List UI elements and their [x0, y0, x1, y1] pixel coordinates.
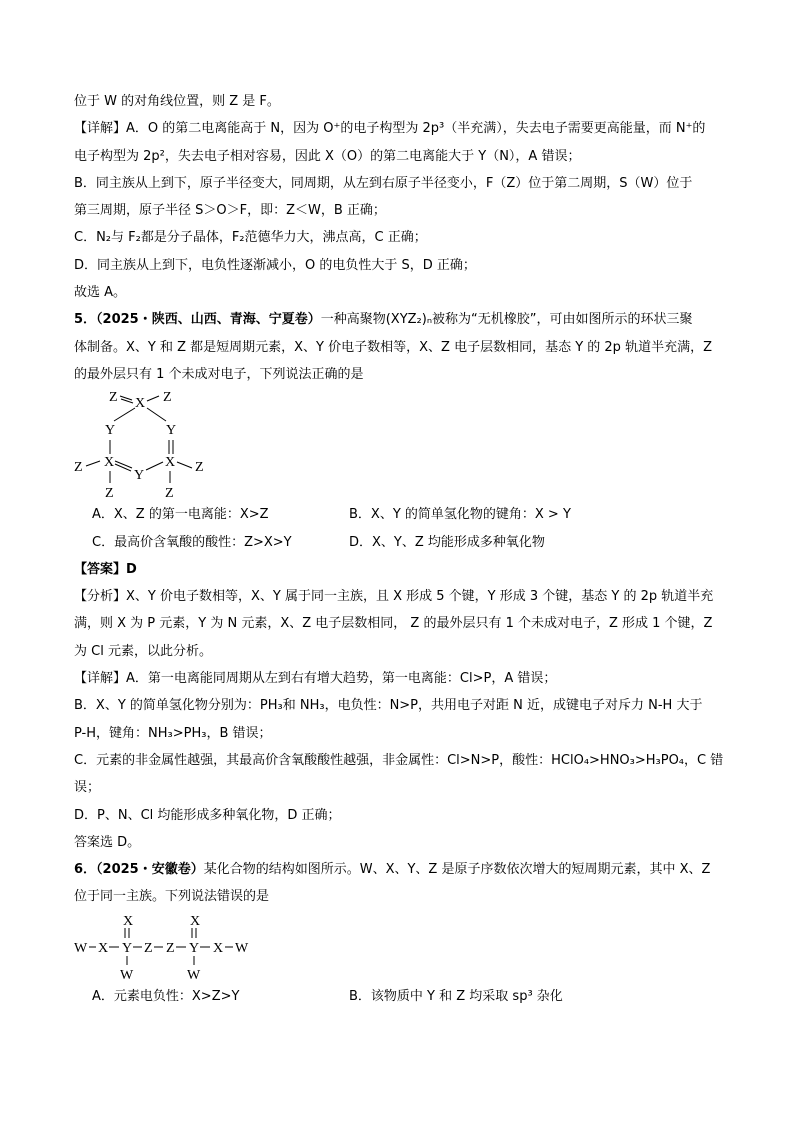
question-5-stem: 5．（2025・陕西、山西、青海、宁夏卷）一种高聚物(XYZ₂)ₙ被称为“无机橡胶”，可由如图所示的环状三聚 [74, 312, 693, 328]
detail-line: P-H，键角：NH₃>PH₃，B 错误； [74, 725, 272, 741]
svg-text:X: X [123, 913, 134, 929]
answer-line: 【答案】D [74, 561, 137, 577]
svg-text:W: W [235, 940, 249, 956]
svg-text:Y: Y [122, 940, 133, 956]
svg-text:Z: Z [166, 940, 175, 956]
detail-line: B．X、Y 的简单氢化物分别为：PH₃和 NH₃，电负性：N>P，共用电子对距 N 近，成键电子对斥力 N-H 大于 [74, 698, 703, 714]
text-line: 电子构型为 2p²，失去电子相对容易，因此 X（O）的第二电离能大于 Y（N），A 错误； [74, 148, 581, 164]
svg-text:Z: Z [165, 486, 174, 502]
question-6-stem: 6．（2025・安徽卷）某化合物的结构如图所示。W、X、Y、Z 是原子序数依次增大的短周期元素，其中 X、Z [74, 862, 711, 878]
option-b[interactable]: B．该物质中 Y 和 Z 均采取 sp³ 杂化 [349, 988, 563, 1004]
option-c[interactable]: C．最高价含氧酸的酸性：Z>X>Y [92, 534, 292, 550]
analysis-line: 【分析】X、Y 价电子数相等，X、Y 属于同一主族，且 X 形成 5 个键，Y 形成 3 个键，基态 Y 的 2p 轨道半充 [74, 589, 714, 605]
text-line: 的最外层只有 1 个未成对电子，下列说法正确的是 [74, 366, 364, 382]
text-line: C．N₂与 F₂都是分子晶体，F₂范德华力大，沸点高，C 正确； [74, 230, 427, 246]
analysis-line: 为 Cl 元素，以此分析。 [74, 643, 212, 659]
text-line: D．同主族从上到下，电负性逐渐减小，O 的电负性大于 S，D 正确； [74, 257, 476, 273]
svg-text:Y: Y [189, 940, 200, 956]
text-line: 位于 W 的对角线位置，则 Z 是 F。 [74, 94, 280, 109]
svg-text:W: W [74, 940, 88, 956]
question-6-head: 6．（2025・安徽卷） [74, 862, 204, 878]
question-5-head: 5．（2025・陕西、山西、青海、宁夏卷） [74, 312, 321, 328]
svg-text:X: X [213, 940, 224, 956]
document-page [74, 88, 724, 1010]
svg-text:Z: Z [74, 460, 83, 476]
text-line: 故选 A。 [74, 285, 127, 301]
detail-line: 【详解】A．第一电离能同周期从左到右有增大趋势，第一电离能：Cl>P，A 错误； [74, 671, 557, 687]
ring-structure-diagram [74, 388, 234, 501]
svg-text:W: W [187, 967, 201, 983]
option-a[interactable]: A．X、Z 的第一电离能：X>Z [92, 507, 269, 523]
svg-text:Y: Y [134, 468, 145, 484]
option-b[interactable]: B．X、Y 的简单氢化物的键角：X > Y [349, 507, 571, 523]
svg-text:Y: Y [105, 423, 116, 439]
svg-text:Z: Z [195, 460, 204, 476]
detail-line: 答案选 D。 [74, 834, 141, 850]
svg-text:Y: Y [166, 423, 177, 439]
svg-text:X: X [135, 396, 146, 412]
cyclic-trimer-structure [74, 388, 724, 501]
svg-text:X: X [165, 455, 176, 471]
option-d[interactable]: D．X、Y、Z 均能形成多种氧化物 [349, 534, 545, 550]
analysis-line: 满，则 X 为 P 元素，Y 为 N 元素，X、Z 电子层数相同， Z 的最外层只有 1 个未成对电子，Z 形成 1 个键，Z [74, 616, 713, 632]
text-line: B．同主族从上到下，原子半径变大，同周期，从左到右原子半径变小，F（Z）位于第二周期，S（W）位于 [74, 175, 693, 191]
detail-line: 误； [74, 780, 101, 796]
text-line: 体制备。X、Y 和 Z 都是短周期元素，X、Y 价电子数相等，X、Z 电子层数相同，基态 Y 的 2p 轨道半充满，Z [74, 339, 712, 355]
svg-text:Z: Z [105, 486, 114, 502]
text-line: 第三周期，原子半径 S＞O＞F，即：Z＜W，B 正确； [74, 203, 386, 219]
svg-text:Z: Z [109, 390, 118, 406]
option-a[interactable]: A．元素电负性：X>Z>Y [92, 988, 240, 1004]
question-5-options-row-1 [74, 501, 724, 528]
svg-text:W: W [120, 967, 134, 983]
chain-structure-diagram [74, 911, 274, 983]
question-6-options-row-1 [74, 983, 724, 1010]
chain-structure [74, 911, 724, 983]
text-line: 位于同一主族。下列说法错误的是 [74, 889, 270, 905]
text-line: 【详解】A．O 的第二电离能高于 N，因为 O⁺的电子构型为 2p³（半充满），失去电子需要更高能量，而 N⁺的 [74, 121, 706, 137]
svg-text:Z: Z [163, 390, 172, 406]
detail-line: D．P、N、Cl 均能形成多种氧化物，D 正确； [74, 807, 341, 823]
question-5-options-row-2 [74, 529, 724, 556]
svg-text:Z: Z [144, 940, 153, 956]
detail-line: C．元素的非金属性越强，其最高价含氧酸酸性越强，非金属性：Cl>N>P，酸性：HClO₄>HNO₃>H₃PO₄，C 错 [74, 752, 724, 768]
svg-text:X: X [190, 913, 201, 929]
svg-text:X: X [104, 455, 115, 471]
svg-text:X: X [98, 940, 109, 956]
